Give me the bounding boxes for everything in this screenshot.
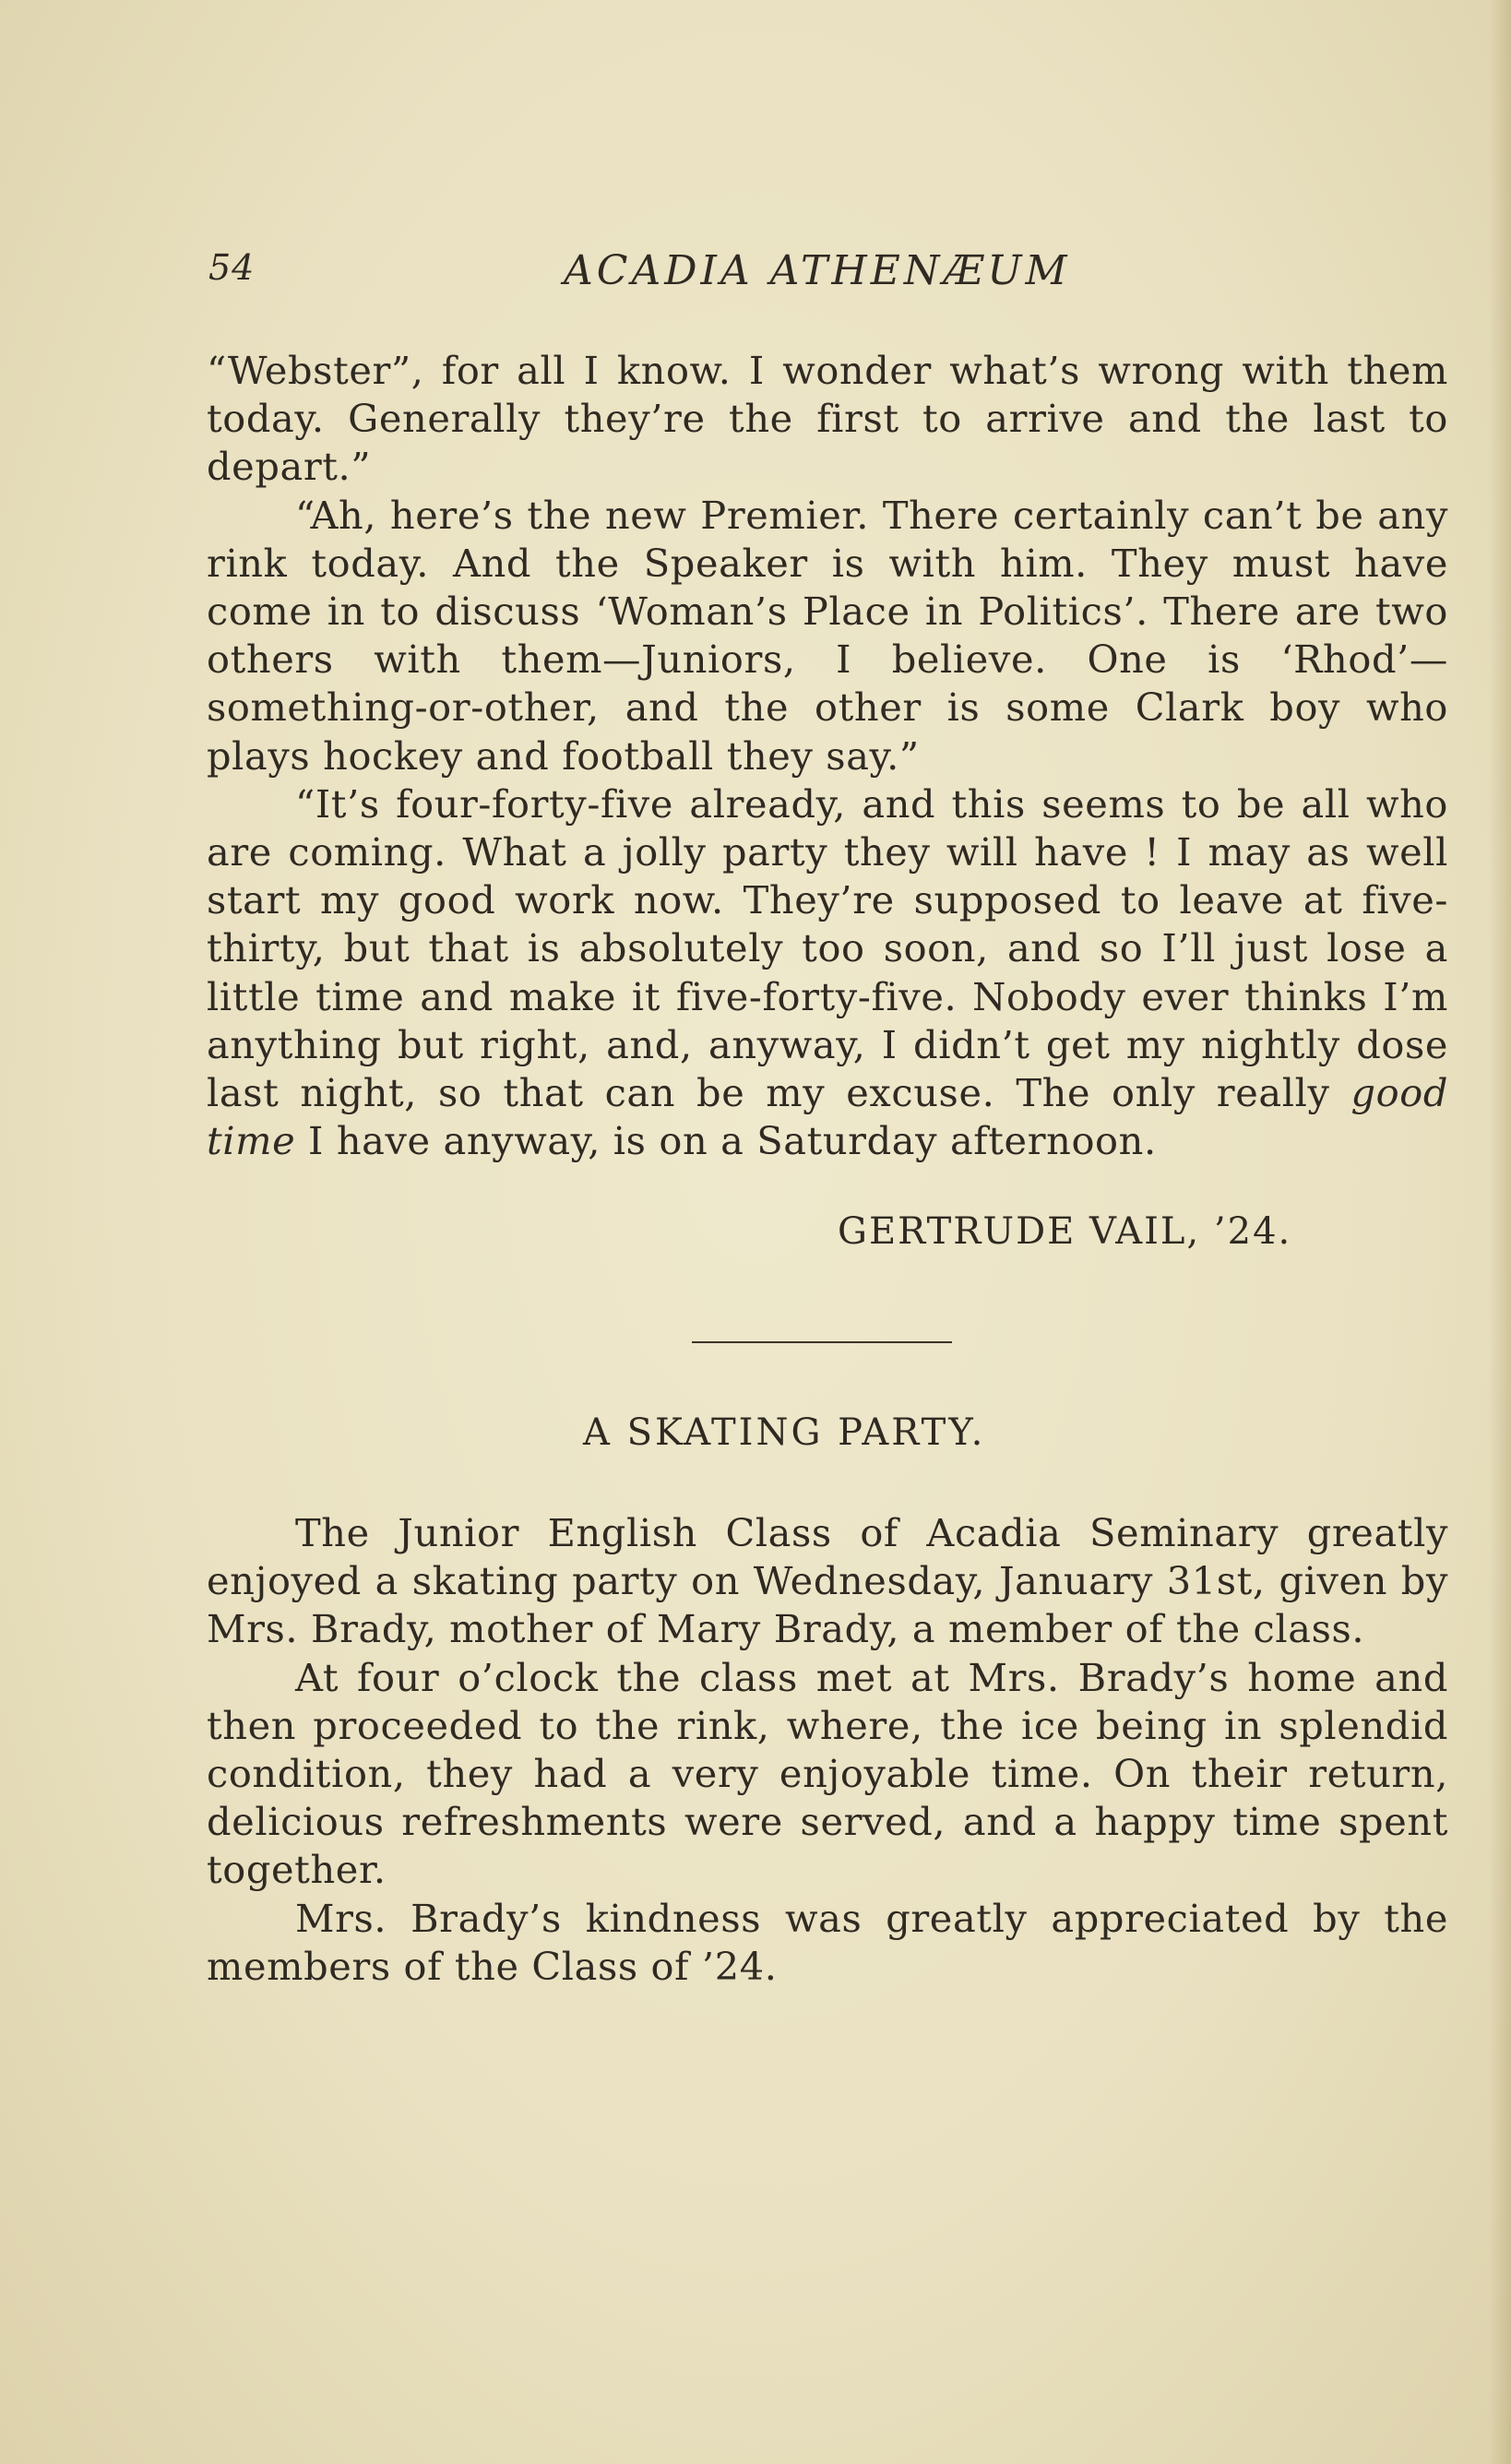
story-paragraph-3 xyxy=(207,780,1448,1166)
story-closing-text: I have anyway, is on a Saturday afternoon. xyxy=(295,1118,1157,1164)
journal-title: ACADIA ATHENÆUM xyxy=(564,247,1071,294)
article-paragraph-3: Mrs. Brady’s kindness was greatly appreciated by the members of the Class of ’24. xyxy=(207,1895,1448,1989)
article-body xyxy=(207,1509,1448,1991)
story-continuation xyxy=(207,347,1448,1165)
running-head xyxy=(208,247,1445,303)
story-paragraph-2: “Ah, here’s the new Premier. There certainly can’t be any rink today. And the Speaker is with him. They must have come in to discuss ‘Woman’s Place in Politics’. There are two others with them—Juniors, I believe. One is ‘Rhod’—something-or-other, and the other is some Clark boy who plays hockey and football they say.” xyxy=(207,492,1448,779)
story-paragraph-1: “Webster”, for all I know. I wonder what’s wrong with them today. Generally they’re the first to arrive and the last to depart.” xyxy=(207,348,1448,490)
article-title: A SKATING PARTY. xyxy=(583,1411,986,1454)
article-paragraph-1: The Junior English Class of Acadia Seminary greatly enjoyed a skating party on Wednesday, January 31st, given by Mrs. Brady, mother of Mary Brady, a member of the class. xyxy=(207,1510,1448,1652)
article-paragraph-2: At four o’clock the class met at Mrs. Brady’s home and then proceeded to the rink, where, the ice being in splendid condition, they had a very enjoyable time. On their return, delicious refreshments were served, and a happy time spent together. xyxy=(207,1654,1448,1893)
story-paragraph-3-text: “It’s four-forty-five already, and this seems to be all who are coming. What a jolly party they will have ! I may as well start my good work now. They’re supposed to leave at five-thirty, but that is absolutely too soon, and so I’ll just lose a little time and make it five-forty-five. Nobody ever thinks I’m anything but right, and, anyway, I didn’t get my nightly dose last night, so that can be my excuse. The only really xyxy=(207,780,1448,1116)
italic-phrase: good time xyxy=(207,1070,1448,1164)
author-signature: GERTRUDE VAIL, ’24. xyxy=(838,1210,1292,1253)
section-divider xyxy=(692,1341,952,1343)
page-number: 54 xyxy=(208,247,256,288)
